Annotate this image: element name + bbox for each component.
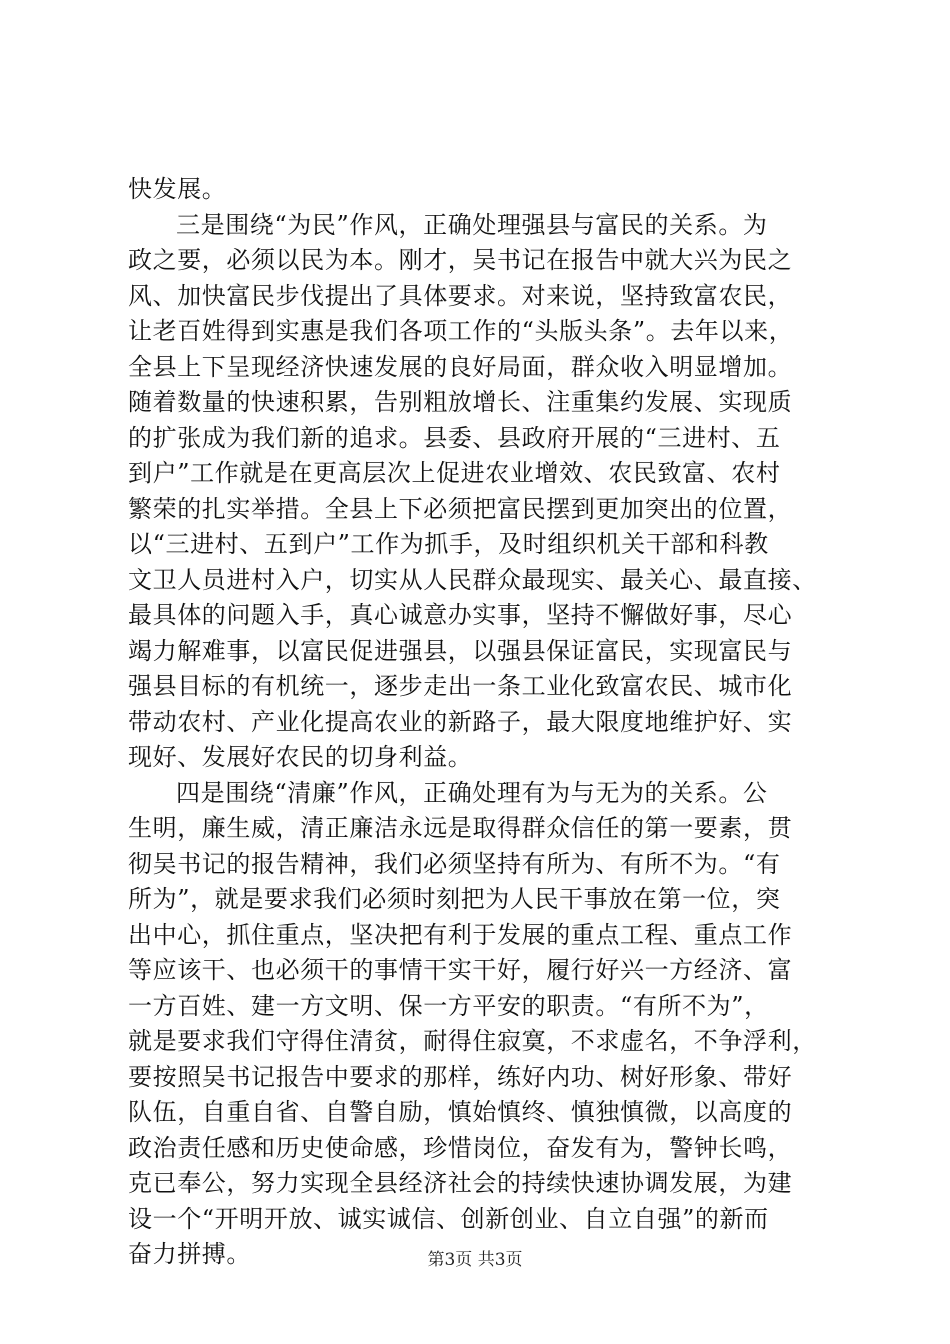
text-line: 让老百姓得到实惠是我们各项工作的“头版头条”。去年以来， — [128, 317, 794, 345]
text-line: 生明，廉生威，清正廉洁永远是取得群众信任的第一要素，贯 — [128, 814, 793, 842]
text-line: 的扩张成为我们新的追求。县委、县政府开展的“三进村、五 — [128, 423, 781, 452]
text-line: 快发展。 — [128, 175, 227, 203]
text-line: 奋力拼搏。 — [128, 1240, 251, 1268]
document-body — [128, 172, 840, 1273]
text-line: 等应该干、也必须干的事情干实干好，履行好兴一方经济、富 — [128, 956, 793, 984]
text-line: 强县目标的有机统一，逐步走出一条工业化致富农民、城市化 — [128, 672, 793, 700]
text-line: 一方百姓、建一方文明、保一方平安的职责。“有所不为”， — [128, 991, 769, 1020]
text-line: 所为”，就是要求我们必须时刻把为人民干事放在第一位，突 — [128, 885, 781, 913]
text-line: 彻吴书记的报告精神，我们必须坚持有所为、有所不为。“有 — [128, 849, 781, 878]
text-line: 就是要求我们守得住清贫，耐得住寂寞，不求虚名，不争浮利， — [128, 1027, 817, 1055]
paragraph-start-line: 三是围绕“为民”作风，正确处理强县与富民的关系。为 — [176, 210, 768, 239]
paragraph-start-line: 四是围绕“清廉”作风，正确处理有为与无为的关系。公 — [176, 778, 768, 807]
text-line: 全县上下呈现经济快速发展的良好局面，群众收入明显增加。 — [128, 352, 793, 381]
text-line: 设一个“开明开放、诚实诚信、创新创业、自立自强”的新而 — [128, 1204, 769, 1233]
text-line: 政治责任感和历史使命感，珍惜岗位，奋发有为，警钟长鸣， — [128, 1133, 793, 1162]
text-line: 随着数量的快速积累，告别粗放增长、注重集约发展、实现质 — [128, 388, 793, 416]
text-line: 最具体的问题入手，真心诚意办实事，坚持不懈做好事，尽心 — [128, 601, 793, 629]
text-line: 克已奉公，努力实现全县经济社会的持续快速协调发展，为建 — [128, 1169, 793, 1197]
text-line: 队伍，自重自省、自警自励，慎始慎终、慎独慎微，以高度的 — [128, 1098, 793, 1126]
page-number-footer: 第3页 共3页 — [427, 1250, 523, 1270]
text-line: 带动农村、产业化提高农业的新路子，最大限度地维护好、实 — [128, 707, 793, 736]
text-line: 竭力解难事，以富民促进强县，以强县保证富民，实现富民与 — [128, 636, 793, 665]
text-line: 以“三进村、五到户”工作为抓手，及时组织机关干部和科教 — [128, 530, 769, 558]
text-line: 现好、发展好农民的切身利益。 — [128, 743, 473, 771]
text-line: 文卫人员进村入户，切实从人民群众最现实、最关心、最直接、 — [128, 565, 817, 594]
text-line: 到户”工作就是在更高层次上促进农业增效、农民致富、农村 — [128, 459, 781, 487]
text-line: 出中心，抓住重点，坚决把有利于发展的重点工程、重点工作 — [128, 920, 793, 949]
text-line: 要按照吴书记报告中要求的那样，练好内功、树好形象、带好 — [128, 1062, 793, 1091]
text-line: 繁荣的扎实举措。全县上下必须把富民摆到更加突出的位置， — [128, 494, 793, 523]
text-line: 风、加快富民步伐提出了具体要求。对来说，坚持致富农民， — [128, 281, 793, 310]
text-line: 政之要，必须以民为本。刚才，吴书记在报告中就大兴为民之 — [128, 246, 793, 274]
